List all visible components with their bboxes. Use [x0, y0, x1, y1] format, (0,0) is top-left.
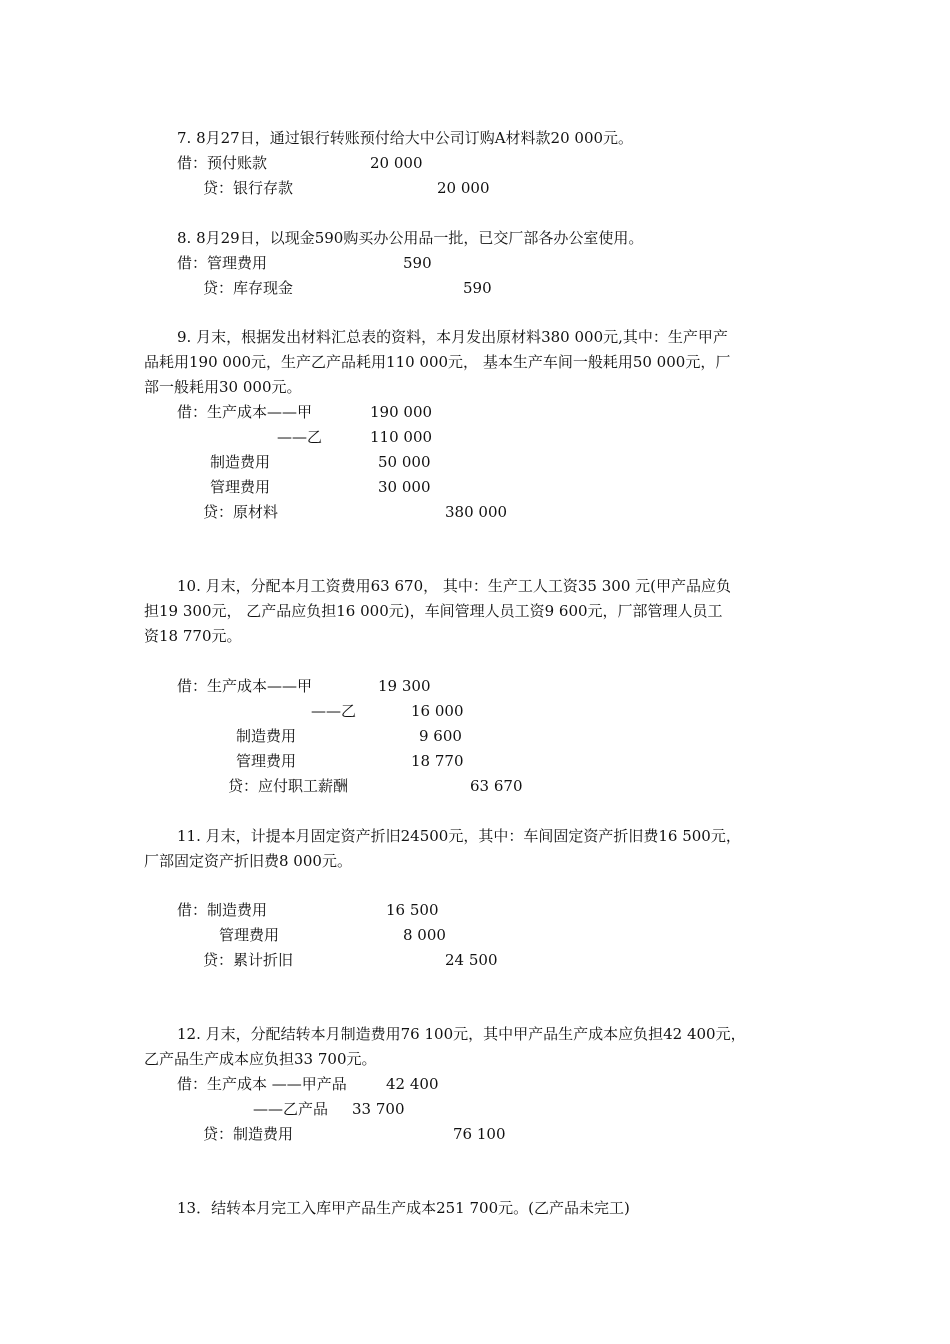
q11-credit-label: 贷：累计折旧	[203, 951, 294, 969]
q9-debit-3-amount: 50 000	[378, 453, 431, 471]
q11-credit-amount: 24 500	[445, 951, 498, 969]
q8-title: 8. 8月29日，以现金590购买办公用品一批，已交厂部各办公室使用。	[177, 229, 644, 247]
q10-debit-2-amount: 16 000	[411, 702, 464, 720]
q11-debit-2-label: 管理费用	[219, 926, 280, 944]
q12-debit-1-label: 借：生产成本 ——甲产品	[177, 1075, 347, 1093]
q9-credit-label: 贷：原材料	[203, 503, 279, 521]
q9-line-3: 部一般耗用30 000元。	[144, 378, 302, 396]
q9-debit-4-amount: 30 000	[378, 478, 431, 496]
q9-debit-1-amount: 190 000	[370, 403, 433, 421]
q9-debit-2-amount: 110 000	[370, 428, 433, 446]
q12-debit-2-amount: 33 700	[352, 1100, 405, 1118]
q10-credit-label: 贷：应付职工薪酬	[228, 777, 349, 795]
q12-credit-amount: 76 100	[453, 1125, 506, 1143]
q9-debit-2-label: ——乙	[277, 428, 323, 446]
q7-debit-label: 借：预付账款	[177, 154, 268, 172]
q9-line-1: 9. 月末，根据发出材料汇总表的资料，本月发出原材料380 000元,其中：生产甲产	[177, 328, 728, 346]
q11-line-2: 厂部固定资产折旧费8 000元。	[144, 852, 352, 870]
q13-title: 13．结转本月完工入库甲产品生产成本251 700元。(乙产品未完工)	[177, 1199, 630, 1217]
q10-line-3: 资18 770元。	[144, 627, 242, 645]
q12-line-1: 12. 月末，分配结转本月制造费用76 100元，其中甲产品生产成本应负担42 400元，	[177, 1025, 746, 1043]
q11-debit-1-amount: 16 500	[386, 901, 439, 919]
q8-debit-amount: 590	[403, 254, 432, 272]
q9-debit-3-label: 制造费用	[210, 453, 271, 471]
q10-debit-2-label: ——乙	[311, 702, 357, 720]
q10-credit-amount: 63 670	[470, 777, 523, 795]
q7-credit-label: 贷：银行存款	[203, 179, 294, 197]
q9-line-2: 品耗用190 000元，生产乙产品耗用110 000元， 基本生产车间一般耗用50 000元，厂	[144, 353, 731, 371]
q10-debit-3-label: 制造费用	[236, 727, 297, 745]
q11-line-1: 11. 月末，计提本月固定资产折旧24500元，其中：车间固定资产折旧费16 500元，	[177, 827, 741, 845]
q10-line-2: 担19 300元， 乙产品应负担16 000元)，车间管理人员工资9 600元，厂部管理人员工	[144, 602, 723, 620]
q12-credit-label: 贷：制造费用	[203, 1125, 294, 1143]
q10-debit-1-amount: 19 300	[378, 677, 431, 695]
q7-credit-amount: 20 000	[437, 179, 490, 197]
q11-debit-1-label: 借：制造费用	[177, 901, 268, 919]
q10-debit-1-label: 借：生产成本——甲	[177, 677, 313, 695]
q7-title: 7. 8月27日，通过银行转账预付给大中公司订购A材料款20 000元。	[177, 129, 634, 147]
q12-debit-2-label: ——乙产品	[253, 1100, 329, 1118]
q9-debit-1-label: 借：生产成本——甲	[177, 403, 313, 421]
q10-debit-4-label: 管理费用	[236, 752, 297, 770]
q9-debit-4-label: 管理费用	[210, 478, 271, 496]
q9-credit-amount: 380 000	[445, 503, 508, 521]
q10-debit-4-amount: 18 770	[411, 752, 464, 770]
q8-credit-label: 贷：库存现金	[203, 279, 294, 297]
q8-credit-amount: 590	[463, 279, 492, 297]
q12-debit-1-amount: 42 400	[386, 1075, 439, 1093]
q11-debit-2-amount: 8 000	[403, 926, 446, 944]
q10-line-1: 10. 月末，分配本月工资费用63 670， 其中：生产工人工资35 300 元(甲产品应负	[177, 577, 731, 595]
q8-debit-label: 借：管理费用	[177, 254, 268, 272]
q10-debit-3-amount: 9 600	[419, 727, 462, 745]
q12-line-2: 乙产品生产成本应负担33 700元。	[144, 1050, 377, 1068]
q7-debit-amount: 20 000	[370, 154, 423, 172]
